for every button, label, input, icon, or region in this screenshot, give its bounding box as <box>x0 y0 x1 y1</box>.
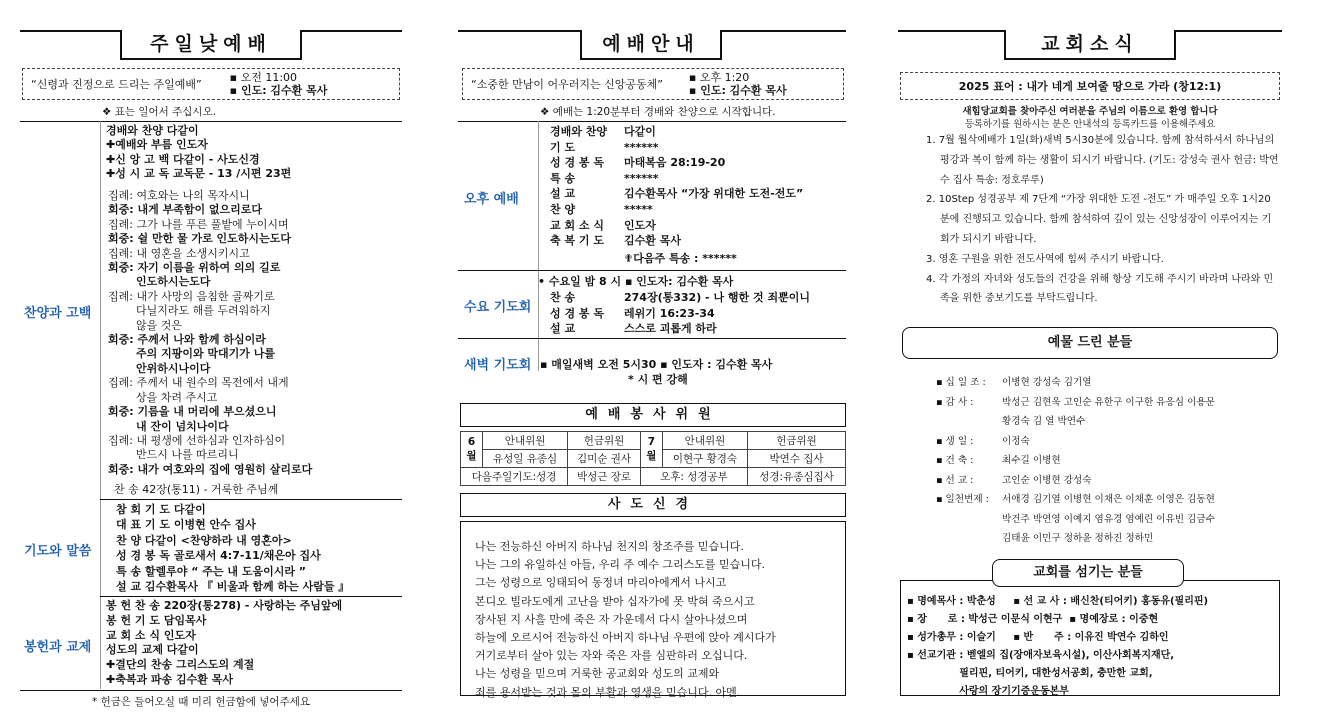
order-label: 성 경 봉 독 <box>550 306 604 320</box>
creed-line: 거기로부터 살아 있는 자와 죽은 자를 심판하러 오십니다. <box>475 649 748 663</box>
reading-speaker: 집례: <box>108 246 133 260</box>
reading-speaker: 집례: <box>108 189 133 202</box>
order-item: 봉 헌 기 도 담임목사 <box>106 613 207 627</box>
reading-line <box>108 362 312 376</box>
page-title: 예배안내 <box>580 30 722 60</box>
page-title: 주일낮예배 <box>120 30 302 60</box>
section-dawn: 새벽 기도회 <box>464 358 532 373</box>
servant-line: 사랑의 장기기증운동본부 <box>907 686 1069 697</box>
news-item: 1. 7월 월삭예배가 1일(화)새벽 5시30분에 있습니다. 함께 참석하셔서 하나님의 평강과 복이 함께 하는 생활이 되시기 바랍니다. (기도: 강성숙 권사 헌금: 박연수 집사 특송: 정호루루) <box>926 135 1279 186</box>
month-cell: 7월 <box>640 432 662 468</box>
service-motto: “소중한 만남이 어우러지는 신앙공동체” <box>471 78 663 91</box>
reading-text: 주께서 나와 함께 하심이라 <box>133 333 266 347</box>
reading-line <box>108 405 312 419</box>
divider <box>458 121 846 122</box>
donor-category: ▪ 생 일 : <box>936 435 974 447</box>
order-item: 특 송 할렐루야 “ 주는 내 도움이시라 ” <box>116 564 307 578</box>
creed-line: 나는 그의 유일하신 아들, 우리 주 예수 그리스도를 믿습니다. <box>475 558 765 572</box>
donor-row <box>936 529 1280 549</box>
table-cell: 박성근 장로 <box>568 468 641 486</box>
service-info-box <box>22 68 400 100</box>
servant-line: ▪ 장 로 : 박성근 이문식 이현구 ▪ 명예장로 : 이중현 <box>907 614 1159 625</box>
service-committee-table <box>460 431 846 486</box>
order-item <box>550 218 803 234</box>
responsive-reading <box>108 189 312 477</box>
creed-line: 그는 성령으로 잉태되어 동정녀 마리아에게서 나시고 <box>475 576 727 590</box>
donor-names: 최수길 이병현 <box>1002 455 1061 466</box>
table-cell: 헌금위원 <box>748 432 846 450</box>
reading-line <box>108 420 312 434</box>
order-item <box>550 171 803 187</box>
order-value: 인도자 <box>624 218 656 232</box>
reading-line <box>108 232 312 246</box>
donor-category: ▪ 선 교 : <box>936 474 974 486</box>
donor-category <box>936 412 1002 432</box>
section-praise: 찬양과 고백 <box>24 306 92 321</box>
news-item: 2. 10Step 성경공부 제 7단계 “가장 위대한 도전 -전도” 가 매주일 오후 1시20분에 진행되고 있습니다. 함께 참석하여 깊이 있는 신앙성장이 이루어지는 기회가 되시기 바랍니다. <box>926 194 1272 245</box>
donor-category: ▪ 십 일 조 : <box>936 377 986 388</box>
order-value: 274장(통332) - 나 행한 것 죄뿐이니 <box>624 291 810 304</box>
donor-names: 고인순 이병현 강성숙 <box>1002 474 1092 486</box>
donor-row <box>936 471 1280 491</box>
reading-text: 내 평생에 선하심과 인자하심이 <box>132 433 286 447</box>
table-cell: 성경:유종심집사 <box>748 468 846 486</box>
reading-speaker: 회중: <box>108 203 134 217</box>
divider <box>458 338 846 339</box>
order-value: 마태복음 28:19-20 <box>624 156 726 170</box>
divider <box>100 499 402 500</box>
creed-line: 하늘에 오르시어 전능하신 아버지 하나님 우편에 앉아 계시다가 <box>475 631 776 645</box>
service-leader: ▪ 인도: 김수환 목사 <box>688 84 787 97</box>
section-offering: 봉헌과 교제 <box>24 640 92 655</box>
reading-line <box>108 463 312 477</box>
welcome-line: 등록하기를 원하시는 분은 안내석의 등록카드를 이용해주세요 <box>964 119 1216 130</box>
donor-names: 서애경 김기열 이병현 이채은 이채훈 이영은 김동현 <box>1002 494 1215 505</box>
order-item <box>550 306 810 322</box>
table-cell: 오후: 성경공부 <box>640 468 747 486</box>
donor-row <box>936 412 1280 432</box>
reading-text: 반드시 나를 따르리니 <box>136 448 239 462</box>
order-item: 성 경 봉 독 골로새서 4:7-11/채은아 집사 <box>116 549 321 563</box>
section-afternoon: 오후 예배 <box>464 192 519 207</box>
order-item: 찬 양 다같이 <찬양하라 내 영혼아> <box>116 533 292 547</box>
order-label: 설 교 <box>550 187 576 201</box>
order-item <box>550 290 810 306</box>
divider <box>100 121 101 689</box>
reading-line <box>108 290 312 304</box>
service-info-box <box>462 68 844 100</box>
order-value: ***** <box>624 202 653 216</box>
order-value: 스스로 괴롭게 하라 <box>624 322 717 335</box>
divider <box>20 690 402 691</box>
reading-speaker: 회중: <box>108 261 134 275</box>
order-item: 참 회 기 도 다같이 <box>116 503 206 516</box>
offering-footnote: * 헌금은 들어오실 때 미리 헌금함에 넣어주세요 <box>92 696 310 708</box>
table-cell: 김미순 권사 <box>568 450 641 468</box>
reading-text: 여호와는 나의 목자시니 <box>132 189 250 202</box>
reading-speaker: 회중: <box>108 405 134 419</box>
order-label: 찬 송 <box>550 291 576 304</box>
servant-line: 필리핀, 티어키, 대한성서공회, 충만한 교회, <box>907 668 1153 679</box>
donor-row <box>936 393 1280 413</box>
donor-category: ▪ 감 사 : <box>936 396 974 408</box>
offering-donors-title: 예물 드린 분들 <box>902 327 1278 359</box>
reading-line <box>108 189 312 203</box>
order-item: 봉 헌 찬 송 220장(통278) - 사랑하는 주님앞에 <box>106 599 343 612</box>
order-item: 설 교 김수환목사 『 비울과 함께 하는 사람들 』 <box>116 580 350 594</box>
servant-line: ▪ 선교기관 : 벧엘의 집(장애자보육시설), 이산사회복지재단, <box>907 650 1175 661</box>
next-special: ✟다음주 특송 : ****** <box>624 252 737 265</box>
stand-note: ❖ 표는 일어서 주십시오. <box>102 106 217 118</box>
donor-row <box>936 490 1280 510</box>
donor-category: ▪ 건 축 : <box>936 455 974 466</box>
donor-names: 이정숙 <box>1002 435 1030 447</box>
reading-text: 내가 사망의 음침한 골짜기로 <box>132 289 275 303</box>
reading-line <box>108 275 312 289</box>
creed-line: 나는 성령을 믿으며 거룩한 공교회와 성도의 교제와 <box>475 667 720 681</box>
reading-text: 쉴 만한 물 가로 인도하시는도다 <box>133 232 291 246</box>
news-item: 4. 각 가정의 자녀와 성도들의 건강을 위해 항상 기도해 주시기 바라며 나라와 민족을 위한 중보기도를 부탁드립니다. <box>926 273 1274 305</box>
order-item: 대 표 기 도 이병현 안수 집사 <box>116 518 256 532</box>
table-cell: 안내위원 <box>483 432 568 450</box>
reading-text: 내 영혼을 소생시키시고 <box>132 246 250 260</box>
reading-text: 안위하시나이다 <box>136 361 211 375</box>
creed-line: 장사된 지 사흘 만에 죽은 자 가운데서 다시 살아나셨으며 <box>475 612 748 626</box>
order-item: ✚성 시 교 독 교독문 - 13 /시편 23편 <box>106 167 292 181</box>
creed-line: 나는 전능하신 아버지 하나님 천지의 창조주를 믿습니다. <box>475 540 744 553</box>
donor-category <box>936 529 1002 549</box>
reading-line <box>108 218 312 232</box>
column-worship-guide <box>458 0 846 720</box>
reading-speaker: 집례: <box>108 433 133 447</box>
prayer-order <box>116 502 349 594</box>
table-cell: 박연수 집사 <box>748 450 846 468</box>
church-motto: 2025 표어 : 내가 네게 보여줄 땅으로 가라 (창12:1) <box>900 72 1280 100</box>
order-label: 설 교 <box>550 322 576 335</box>
donor-row <box>936 432 1280 452</box>
reading-line <box>108 448 312 462</box>
praise-order <box>106 124 291 182</box>
order-value: 레위기 16:23-34 <box>624 306 715 320</box>
reading-text: 주의 지팡이와 막대기가 나를 <box>136 347 275 361</box>
reading-speaker: 회중: <box>108 232 134 246</box>
order-item <box>550 233 803 249</box>
reading-line <box>108 203 312 217</box>
table-cell: 안내위원 <box>662 432 747 450</box>
afternoon-order <box>550 124 803 249</box>
table-cell: 헌금위원 <box>568 432 641 450</box>
order-item: 성도의 교제 다같이 <box>106 643 199 657</box>
reading-line <box>108 376 312 390</box>
reading-line <box>108 347 312 361</box>
donor-category: ▪ 일천번제 : <box>936 494 989 505</box>
donor-category <box>936 510 1002 530</box>
divider <box>20 121 402 122</box>
divider <box>538 121 539 371</box>
order-value: 김수환 목사 <box>624 234 681 248</box>
reading-text: 다닐지라도 해를 두려워하지 <box>136 304 271 318</box>
donor-row <box>936 373 1280 393</box>
donor-row <box>936 510 1280 530</box>
table-cell: 다음주일기도:성경 <box>461 468 568 486</box>
donor-names: 김태윤 이민구 정하윤 정하진 정하민 <box>1002 533 1154 544</box>
reading-speaker: 회중: <box>108 333 134 347</box>
dawn-line: ▪ 매일새벽 오전 5시30 ▪ 인도자 : 김수환 목사 <box>540 358 773 371</box>
order-label: 성 경 봉 독 <box>550 156 604 170</box>
news-item: 3. 영혼 구원을 위한 전도사역에 힘써 주시기 바랍니다. <box>926 253 1164 265</box>
order-label: 기 도 <box>550 140 576 154</box>
divider <box>100 596 402 597</box>
reading-line <box>108 304 312 318</box>
header <box>898 0 1282 62</box>
reading-speaker: 집례: <box>108 289 133 303</box>
order-item: ✚예배와 부름 인도자 <box>106 138 208 152</box>
service-motto: “신령과 진정으로 드리는 주일예배” <box>31 78 202 91</box>
donor-row <box>936 451 1280 471</box>
divider <box>458 270 846 271</box>
church-servants <box>900 580 1280 696</box>
column-sunday-service <box>20 0 402 720</box>
creed-line: 죄를 용서받는 것과 몸의 부활과 영생을 믿습니다. 아멘. <box>475 685 741 699</box>
table-cell: 유성일 유종심 <box>483 450 568 468</box>
section-wednesday: 수요 기도회 <box>464 300 532 315</box>
service-time: ▪ 오후 1:20 <box>688 71 750 84</box>
donor-names: 박건주 박연영 이예지 염유경 염예린 이유빈 김금수 <box>1002 513 1215 525</box>
order-item <box>550 155 803 171</box>
order-item <box>550 186 803 202</box>
reading-text: 상을 차려 주시고 <box>136 390 218 404</box>
servant-line: ▪ 명예목사 : 박춘성 ▪ 선 교 사 : 배신찬(티어키) 홍동유(필리핀) <box>907 596 1209 607</box>
column-church-news <box>898 0 1282 720</box>
order-item <box>550 321 810 337</box>
news-list <box>926 131 1280 309</box>
order-label: 교 회 소 식 <box>550 218 604 232</box>
order-item: ✚신 앙 고 백 다같이 - 사도신경 <box>106 152 260 166</box>
order-value: ****** <box>624 140 659 154</box>
reading-line <box>108 261 312 275</box>
reading-line <box>108 333 312 347</box>
reading-text: 기름을 내 머리에 부으셨으니 <box>133 405 277 419</box>
order-value: 김수환목사 “가장 위대한 도전-전도” <box>624 187 804 201</box>
order-item <box>550 140 803 156</box>
reading-text: 않을 것은 <box>136 318 183 332</box>
reading-speaker: 회중: <box>108 462 134 476</box>
order-label: 찬 양 <box>550 202 576 216</box>
reading-text: 내게 부족함이 없으리로다 <box>133 203 263 217</box>
reading-line <box>108 319 312 333</box>
reading-text: 내 잔이 넘치나이다 <box>136 419 229 433</box>
reading-text: 자기 이름을 위하여 의의 길로 <box>133 261 281 275</box>
reading-speaker: 집례: <box>108 217 133 231</box>
service-leader: ▪ 인도: 김수환 목사 <box>229 84 328 97</box>
order-item: 교 회 소 식 인도자 <box>106 628 196 642</box>
wednesday-order <box>550 290 810 337</box>
reading-text: 내가 여호와의 집에 영원히 살리로다 <box>133 462 313 476</box>
order-value: 다같이 <box>624 125 656 138</box>
start-note: ❖ 예배는 1:20분부터 경배와 찬양으로 시작합니다. <box>540 106 776 118</box>
donor-names: 박성근 김현욱 고인순 유한구 이구한 유응심 이용문 <box>1002 396 1215 408</box>
reading-line <box>108 391 312 405</box>
table-cell: 이현구 황경숙 <box>662 450 747 468</box>
creed-title: 사도신경 <box>460 493 846 517</box>
donor-names: 이병현 강성숙 김기열 <box>1002 377 1092 388</box>
church-servants-title: 교회를 섬기는 분들 <box>992 559 1184 587</box>
service-time: ▪ 오전 11:00 <box>229 71 298 84</box>
donor-names: 황경숙 김 열 박연수 <box>1002 416 1086 427</box>
reading-text: 주께서 내 원수의 목전에서 내게 <box>132 376 289 390</box>
offering-donors <box>936 373 1280 549</box>
order-label: 축 복 기 도 <box>550 234 604 248</box>
reading-text: 그가 나를 푸른 풀밭에 누이시며 <box>132 217 289 231</box>
hymn-line: 찬 송 42장(통11) - 거룩한 주님께 <box>114 483 279 496</box>
apostles-creed <box>460 521 846 699</box>
service-committee-title: 예배봉사위원 <box>460 403 846 427</box>
offering-order <box>106 599 342 688</box>
header <box>20 0 402 62</box>
header <box>458 0 846 62</box>
reading-speaker: 집례: <box>108 376 133 390</box>
page-title: 교회소식 <box>1004 30 1176 60</box>
order-item: 경배와 찬양 다같이 <box>106 124 199 137</box>
order-item: ✚축복과 파송 김수환 목사 <box>106 672 233 686</box>
order-label: 경배와 찬양 <box>550 125 607 138</box>
reading-text: 인도하시는도다 <box>136 275 211 289</box>
section-prayer: 기도와 말씀 <box>24 544 92 559</box>
dawn-sub: * 시 편 강해 <box>628 373 688 386</box>
order-label: 특 송 <box>550 171 576 185</box>
reading-line <box>108 434 312 448</box>
wednesday-head: • 수요일 밤 8 시 ▪ 인도자: 김수환 목사 <box>538 275 734 288</box>
order-item <box>550 124 803 140</box>
servant-line: ▪ 성가총무 : 이슬기 ▪ 반 주 : 이유진 박연수 김하인 <box>907 632 1169 643</box>
order-item <box>550 202 803 218</box>
order-value: ****** <box>624 171 659 185</box>
month-cell: 6월 <box>461 432 483 468</box>
creed-line: 본디오 빌라도에게 고난을 받아 십자가에 못 박혀 죽으시고 <box>475 594 755 608</box>
order-item: ✚결단의 찬송 그리스도의 계절 <box>106 658 255 672</box>
reading-line <box>108 247 312 261</box>
welcome-line: 새힘당교회를 찾아주신 여러분을 주님의 이름으로 환영 합니다 <box>962 106 1218 117</box>
